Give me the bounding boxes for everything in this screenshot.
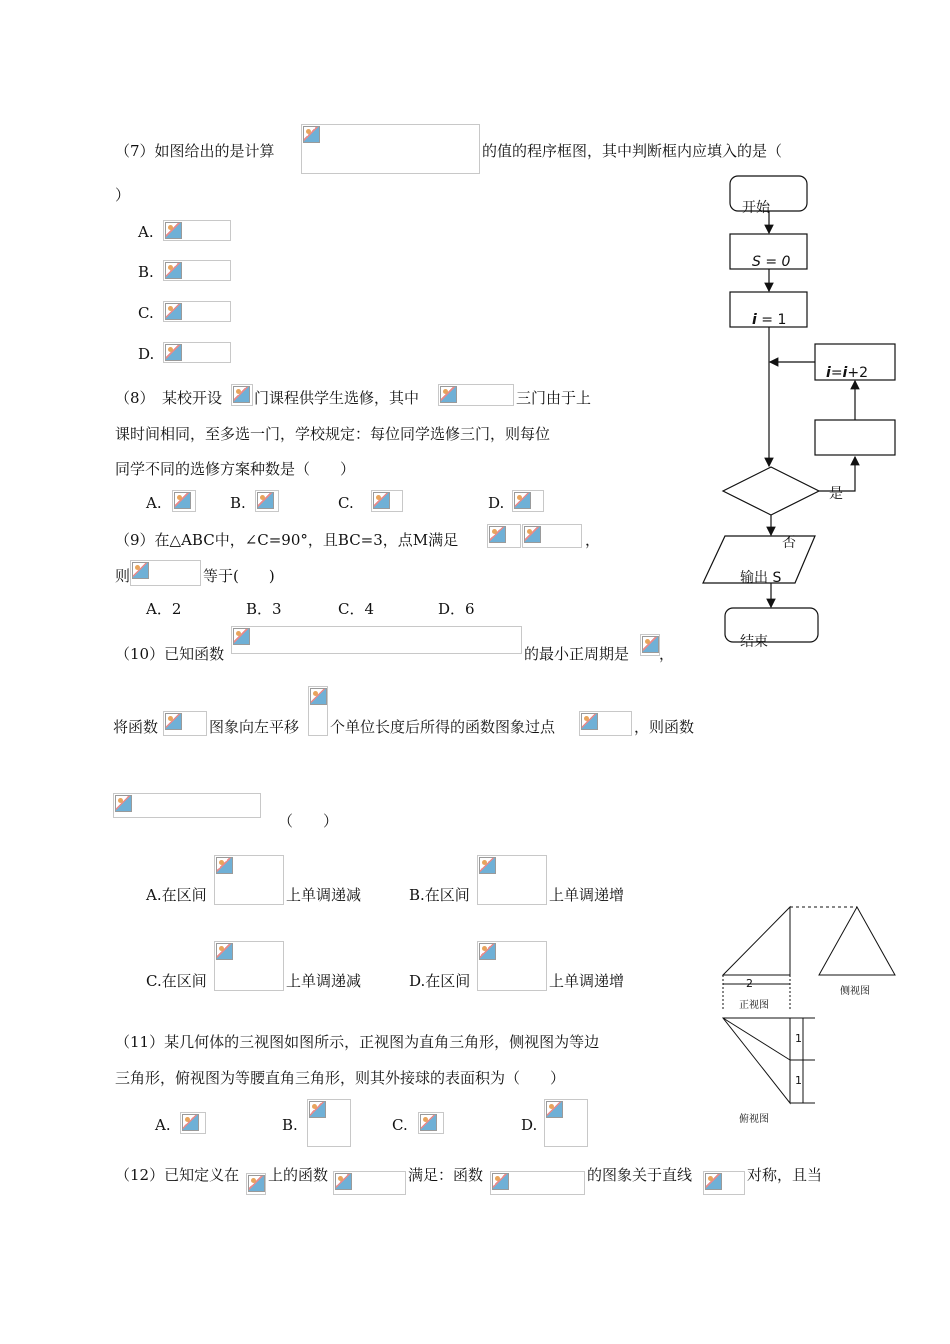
formula-image — [490, 1171, 585, 1195]
q12-stem-a: （12）已知定义在 — [115, 1166, 240, 1184]
q12-stem-d: 的图象关于直线 — [587, 1166, 693, 1184]
formula-image — [544, 1099, 588, 1147]
formula-image — [487, 524, 521, 548]
q10-paren: （ ） — [278, 812, 339, 830]
q7-stem-b: 的值的程序框图，其中判断框内应填入的是（ — [482, 142, 783, 160]
q10-opt-a-post: 上单调递减 — [286, 886, 362, 904]
q10-line2-a: 将函数 — [113, 718, 159, 736]
q8-option-c: C. — [338, 494, 354, 512]
formula-image — [512, 490, 544, 512]
q7-option-d: D. — [138, 345, 155, 363]
q9-line2-a: 则 — [115, 567, 131, 585]
q11-option-d: D. — [521, 1116, 538, 1134]
flow-update-i2: i — [842, 365, 848, 381]
flow-update — [826, 365, 868, 381]
formula-image — [130, 560, 201, 586]
q10-opt-d-pre: D.在区间 — [409, 972, 471, 990]
formula-image — [231, 626, 522, 654]
formula-image — [579, 711, 632, 736]
q10-stem-c: ， — [659, 645, 675, 663]
q10-stem-b: 的最小正周期是 — [524, 645, 630, 663]
flow-init-i-rest: = 1 — [756, 312, 787, 328]
formula-image — [438, 384, 514, 406]
q9-stem-b: ， — [585, 531, 601, 549]
q10-line2-c: 个单位长度后所得的函数图象过点 — [330, 718, 556, 736]
q8-option-a: A. — [146, 494, 162, 512]
formula-image — [214, 855, 284, 905]
q7-option-a: A. — [138, 223, 154, 241]
q10-opt-b-post: 上单调递增 — [549, 886, 625, 904]
q11-option-c: C. — [392, 1116, 408, 1134]
formula-image — [333, 1171, 406, 1195]
formula-image — [214, 941, 284, 991]
formula-image — [246, 1173, 266, 1195]
flow-update-eq: = — [830, 365, 843, 381]
q8-stem-b: 门课程供学生选修，其中 — [254, 389, 420, 407]
flow-yes-label: 是 — [829, 486, 843, 502]
dim-2-label: 2 — [746, 977, 753, 990]
q10-stem-a: （10）已知函数 — [115, 645, 225, 663]
q10-line2-d: ，则函数 — [634, 718, 695, 736]
q11-line2: 三角形，俯视图为等腰直角三角形，则其外接球的表面积为（ ） — [115, 1069, 566, 1087]
flow-update-plus: +2 — [847, 365, 868, 381]
q11-option-a: A. — [155, 1116, 171, 1134]
q7-option-c: C. — [138, 304, 154, 322]
formula-image — [371, 490, 403, 512]
flow-init-i — [752, 312, 786, 328]
q9-stem-a: （9）在△ABC中，∠C=90°，且BC=3，点M满足 — [115, 531, 459, 549]
formula-image — [522, 524, 582, 548]
formula-image — [163, 342, 231, 363]
q10-opt-c-pre: C.在区间 — [146, 972, 207, 990]
dim-1a-label: 1 — [795, 1032, 802, 1045]
formula-image — [418, 1112, 444, 1134]
q9-line2-b: 等于( ) — [203, 567, 275, 585]
q11-line1: （11）某几何体的三视图如图所示，正视图为直角三角形，侧视图为等边 — [115, 1033, 600, 1051]
formula-image — [477, 941, 547, 991]
q7-stem-a: （7）如图给出的是计算 — [115, 142, 275, 160]
flow-init-s: S = 0 — [752, 254, 791, 270]
formula-image — [307, 1099, 351, 1147]
q12-stem-b: 上的函数 — [268, 1166, 329, 1184]
q7-stem-c: ） — [115, 186, 131, 204]
formula-image — [640, 634, 660, 656]
q12-stem-e: 对称，且当 — [747, 1166, 823, 1184]
q7-option-b: B. — [138, 263, 154, 281]
flow-output-label: 输出 S — [740, 570, 782, 586]
program-flowchart — [695, 170, 905, 650]
formula-image — [255, 490, 279, 512]
q8-line3: 同学不同的选修方案种数是（ ） — [115, 460, 356, 478]
flow-var-i: i — [752, 312, 757, 328]
flow-no-label: 否 — [782, 535, 796, 551]
q11-option-b: B. — [282, 1116, 298, 1134]
flow-start-label: 开始 — [742, 200, 770, 216]
dim-1b-label: 1 — [795, 1074, 802, 1087]
formula-image — [172, 490, 196, 512]
formula-image — [180, 1112, 206, 1134]
formula-image — [703, 1171, 745, 1195]
q8-stem-c: 三门由于上 — [516, 389, 592, 407]
q10-opt-b-pre: B.在区间 — [409, 886, 470, 904]
three-view-figure — [715, 900, 905, 1130]
formula-image — [163, 260, 231, 281]
formula-image — [163, 220, 231, 241]
q8-line2: 课时间相同，至多选一门，学校规定：每位同学选修三门，则每位 — [115, 425, 551, 443]
q12-stem-c: 满足：函数 — [408, 1166, 484, 1184]
flow-end-label: 结束 — [740, 634, 768, 650]
front-view-label: 正视图 — [739, 1000, 769, 1011]
formula-image — [163, 711, 207, 736]
q10-opt-a-pre: A.在区间 — [146, 886, 207, 904]
q10-opt-c-post: 上单调递减 — [286, 972, 362, 990]
q9-option-c: C．4 — [338, 600, 375, 618]
q8-option-d: D. — [488, 494, 505, 512]
top-view-label: 俯视图 — [739, 1114, 769, 1125]
formula-image — [477, 855, 547, 905]
flow-update-i: i — [826, 365, 831, 381]
formula-image — [163, 301, 231, 322]
q9-option-a: A．2 — [146, 600, 182, 618]
formula-image — [231, 384, 253, 406]
q10-line2-b: 图象向左平移 — [209, 718, 300, 736]
q10-opt-d-post: 上单调递增 — [549, 972, 625, 990]
q9-option-d: D．6 — [438, 600, 475, 618]
q8-option-b: B. — [230, 494, 246, 512]
formula-image — [301, 124, 480, 174]
formula-image — [113, 793, 261, 818]
side-view-label: 侧视图 — [840, 986, 870, 997]
q8-stem-a: （8） 某校开设 — [115, 389, 223, 407]
q9-option-b: B．3 — [246, 600, 282, 618]
formula-image — [308, 686, 328, 736]
